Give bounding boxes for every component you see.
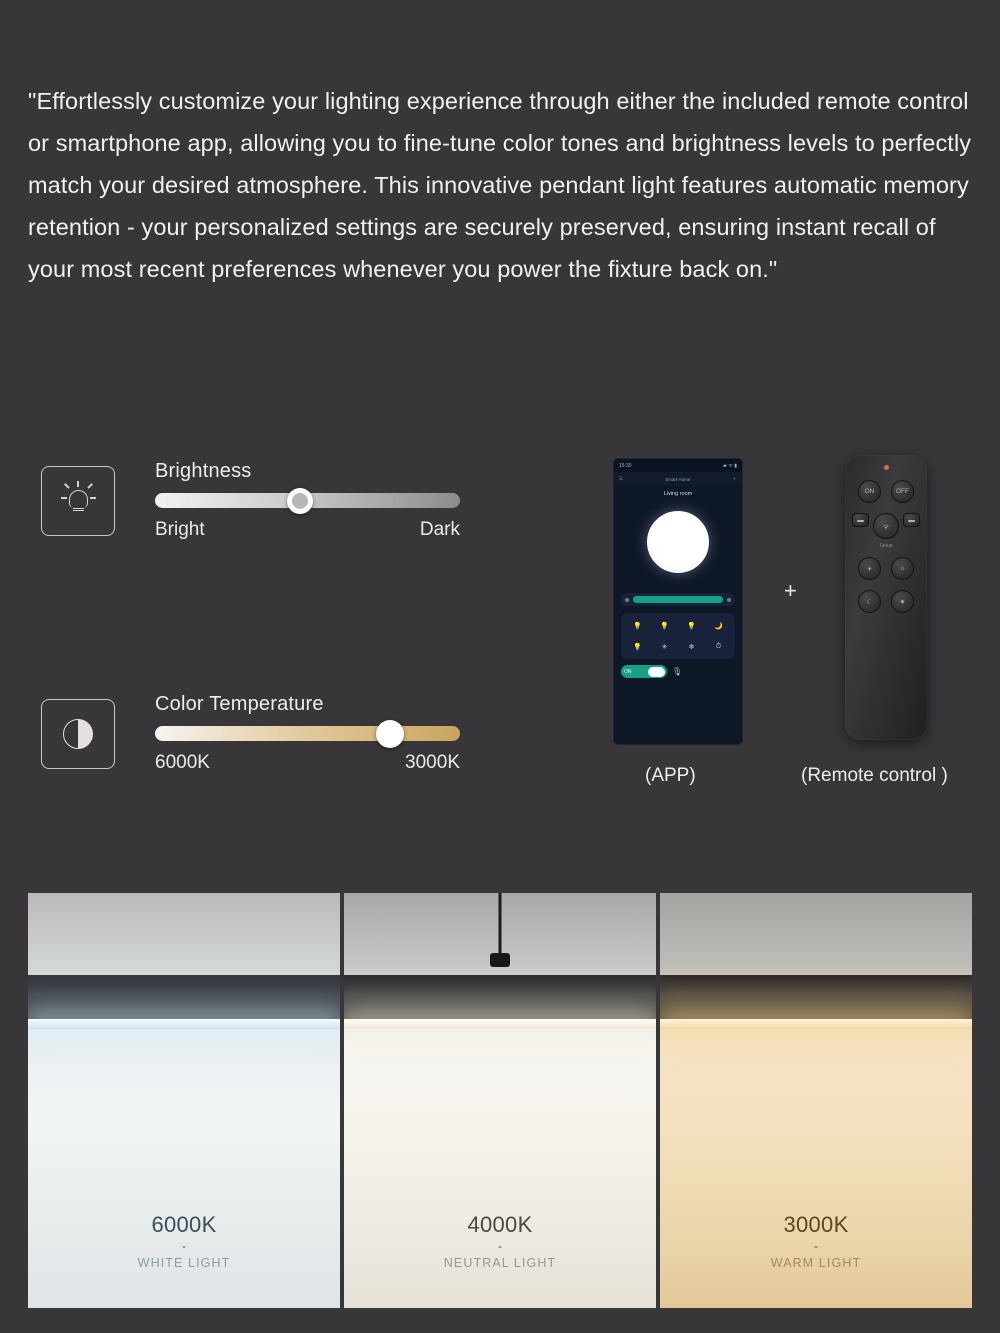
- phone-status-icons: ▰ ᯤ ▮: [723, 462, 737, 469]
- color-temperature-slider-wrap: [155, 693, 460, 774]
- color-temperature-gallery: [28, 893, 972, 1308]
- brightness-icon-box: [41, 466, 115, 536]
- remote-setup-label: Setup: [879, 543, 893, 549]
- plus-separator: +: [784, 578, 797, 603]
- brightness-end-labels: [155, 519, 460, 541]
- remote-wifi-button[interactable]: ᯤ: [873, 513, 899, 539]
- gallery-name: NEUTRAL LIGHT: [443, 1256, 557, 1270]
- gallery-pane-neutral: [344, 893, 656, 1308]
- color-temperature-icon-box: [41, 699, 115, 769]
- phone-menu-icon[interactable]: ☰: [619, 476, 624, 481]
- brightness-right-label: Dark: [419, 519, 460, 540]
- remote-row-power: [845, 480, 927, 503]
- remote-control-mockup: [845, 455, 927, 740]
- pendant-fixture: [660, 975, 972, 1021]
- phone-brightness-bar[interactable]: [621, 593, 735, 606]
- brightness-dial[interactable]: [644, 508, 712, 576]
- power-toggle-pill: [648, 667, 665, 677]
- power-toggle[interactable]: [621, 665, 667, 678]
- phone-scene-grid: [621, 613, 735, 659]
- remote-row-adjust: [845, 513, 927, 539]
- scene-button[interactable]: 🌙: [714, 622, 723, 630]
- remote-night-mode-button[interactable]: ☾: [858, 590, 881, 613]
- color-temperature-slider[interactable]: [155, 726, 460, 741]
- gallery-label-neutral: [344, 1212, 656, 1270]
- bar-right-icon: [727, 598, 731, 602]
- gallery-label-warm: [660, 1212, 972, 1270]
- remote-plus-button[interactable]: ▬: [903, 513, 920, 527]
- phone-app-header: [614, 472, 742, 486]
- phone-dial-area: [614, 499, 742, 585]
- pendant-fixture: [28, 975, 340, 1021]
- color-temperature-left-label: 6000K: [155, 752, 210, 773]
- brightness-slider[interactable]: [155, 493, 460, 508]
- remote-on-button[interactable]: ON: [858, 480, 881, 503]
- gallery-name: WHITE LIGHT: [137, 1256, 231, 1270]
- remote-caption: (Remote control ): [801, 765, 948, 786]
- color-temperature-right-label: 3000K: [405, 752, 460, 773]
- gallery-pane-warm: [660, 893, 972, 1308]
- phone-footer: [621, 665, 735, 678]
- color-temperature-end-labels: [155, 752, 460, 774]
- scene-button[interactable]: ✳: [661, 643, 668, 651]
- remote-row-brightness: [845, 557, 927, 580]
- scene-button[interactable]: 💡: [633, 622, 642, 630]
- bar-left-icon: [625, 598, 629, 602]
- bar-fill: [633, 596, 723, 603]
- light-bulb-icon: [61, 481, 95, 521]
- pendant-cord-cap: [490, 953, 510, 967]
- intro-paragraph: "Effortlessly customize your lighting experience through either the included remote control or smartphone app, allowing you to fine-tune color tones and brightness levels to perfectly match your desired atmosphere. This innovative pendant light features automatic memory retention - your personalized settings are securely preserved, ensuring instant recall of your most recent preferences whenever you power the fixture back on.": [28, 88, 972, 282]
- phone-add-icon[interactable]: ＋: [732, 476, 737, 481]
- scene-button[interactable]: 💡: [633, 643, 642, 651]
- app-caption: (APP): [645, 765, 696, 786]
- color-temperature-title: Color Temperature: [155, 693, 324, 715]
- remote-scene-mode-button[interactable]: ✷: [891, 590, 914, 613]
- remote-off-button[interactable]: OFF: [891, 480, 914, 503]
- brightness-slider-knob[interactable]: [287, 488, 313, 514]
- contrast-circle-icon: [63, 719, 93, 749]
- gallery-name: WARM LIGHT: [770, 1256, 862, 1270]
- phone-app-title: Smart Home: [665, 476, 691, 482]
- gallery-divider: -: [498, 1239, 502, 1253]
- phone-room-label: Living room: [663, 491, 693, 497]
- scene-button[interactable]: 💡: [687, 622, 696, 630]
- remote-led-icon: [884, 465, 889, 470]
- gallery-kelvin: 3000K: [783, 1212, 849, 1237]
- brightness-title: Brightness: [155, 460, 252, 482]
- scene-button[interactable]: ⏱: [715, 642, 722, 650]
- remote-brightness-down-button[interactable]: ☼: [891, 557, 914, 580]
- gallery-divider: -: [814, 1239, 818, 1253]
- gallery-kelvin: 4000K: [467, 1212, 533, 1237]
- gallery-pane-white: [28, 893, 340, 1308]
- brightness-left-label: Bright: [155, 519, 205, 540]
- remote-minus-button[interactable]: ▬: [852, 513, 869, 527]
- gallery-divider: -: [182, 1239, 186, 1253]
- pendant-cord: [499, 893, 502, 957]
- pendant-fixture: [344, 975, 656, 1021]
- power-toggle-label: ON: [624, 668, 632, 675]
- brightness-slider-wrap: [155, 460, 460, 541]
- app-phone-mockup: [613, 458, 743, 745]
- phone-status-bar: [614, 459, 742, 472]
- color-temperature-slider-knob[interactable]: [376, 720, 404, 748]
- microphone-icon[interactable]: 🎙: [672, 667, 683, 676]
- scene-button[interactable]: ❄: [688, 643, 695, 651]
- remote-brightness-up-button[interactable]: ☀: [858, 557, 881, 580]
- gallery-label-white: [28, 1212, 340, 1270]
- phone-status-time: 15:30: [619, 462, 632, 469]
- remote-row-modes: [845, 590, 927, 613]
- scene-button[interactable]: 💡: [660, 622, 669, 630]
- gallery-kelvin: 6000K: [151, 1212, 217, 1237]
